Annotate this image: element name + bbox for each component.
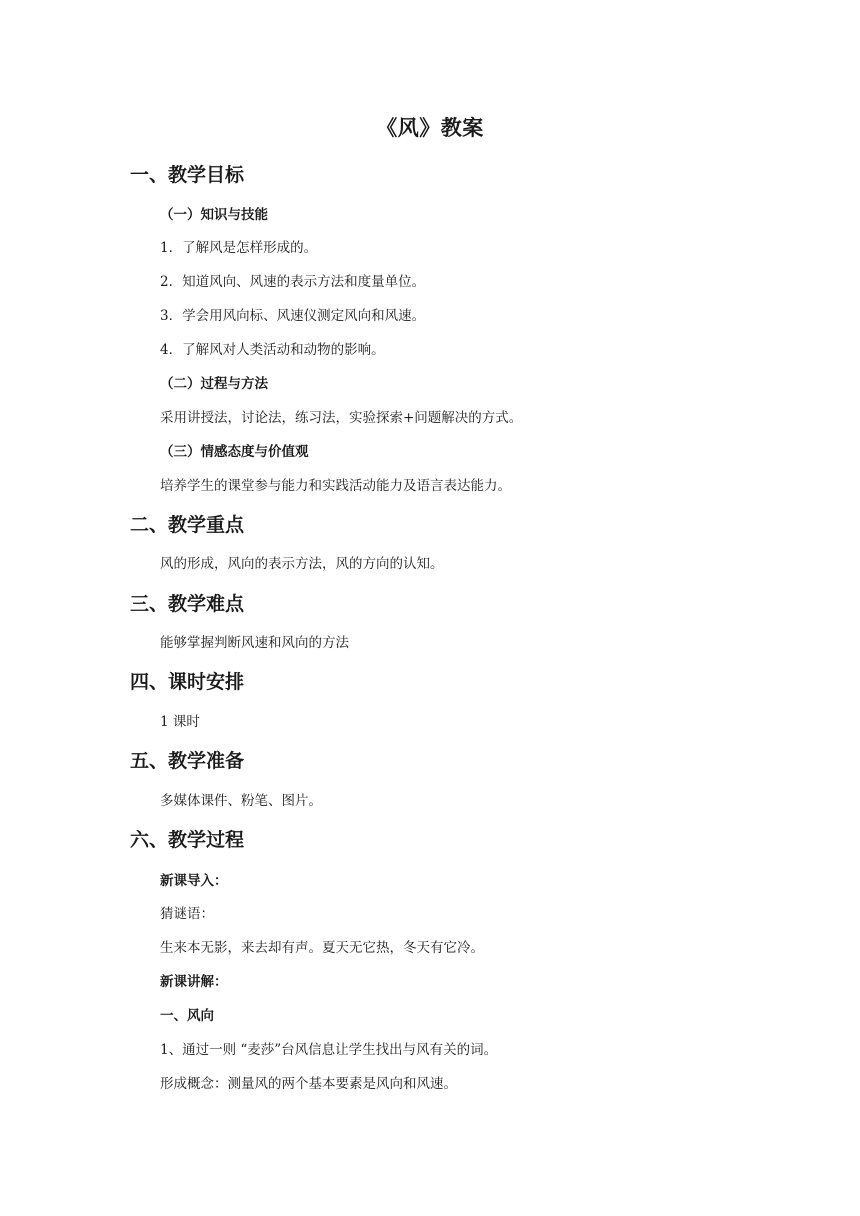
lecture-label: 新课讲解： — [160, 974, 228, 990]
riddle-text: 生来本无影，来去却有声。夏天无它热，冬天有它冷。 — [160, 940, 484, 956]
subheading-attitude-values: （三）情感态度与价值观 — [160, 444, 309, 460]
section-heading-key-points: 二、教学重点 — [130, 514, 245, 536]
section-heading-preparation: 五、教学准备 — [130, 750, 245, 772]
part1-label: 一、风向 — [160, 1008, 214, 1024]
section-heading-schedule: 四、课时安排 — [130, 671, 245, 693]
subheading-process-method: （二）过程与方法 — [160, 376, 268, 392]
document-title: 《风》教案 — [376, 116, 484, 140]
key-points-text: 风的形成，风向的表示方法，风的方向的认知。 — [160, 556, 444, 572]
subheading-knowledge-skills: （一）知识与技能 — [160, 207, 268, 223]
section-heading-difficulties: 三、教学难点 — [130, 593, 245, 615]
intro-label: 新课导入： — [160, 873, 228, 889]
process-method-text: 采用讲授法，讨论法，练习法，实验探索+问题解决的方式。 — [160, 410, 523, 426]
difficulties-text: 能够掌握判断风速和风向的方法 — [160, 635, 349, 651]
attitude-values-text: 培养学生的课堂参与能力和实践活动能力及语言表达能力。 — [160, 478, 511, 494]
section-heading-process: 六、教学过程 — [130, 829, 245, 851]
step1-text: 1、通过一则 “麦莎”台风信息让学生找出与风有关的词。 — [160, 1042, 498, 1058]
objective-item-4: 4．了解风对人类活动和动物的影响。 — [160, 342, 385, 358]
objective-item-1: 1．了解风是怎样形成的。 — [160, 240, 318, 256]
objective-item-3: 3．学会用风向标、风速仪测定风向和风速。 — [160, 308, 426, 324]
riddle-label: 猜谜语： — [160, 906, 214, 922]
concept-text: 形成概念：测量风的两个基本要素是风向和风速。 — [160, 1076, 457, 1092]
preparation-text: 多媒体课件、粉笔、图片。 — [160, 793, 322, 809]
section-heading-objectives: 一、教学目标 — [130, 164, 245, 186]
schedule-text: 1 课时 — [160, 714, 200, 730]
objective-item-2: 2．知道风向、风速的表示方法和度量单位。 — [160, 274, 426, 290]
